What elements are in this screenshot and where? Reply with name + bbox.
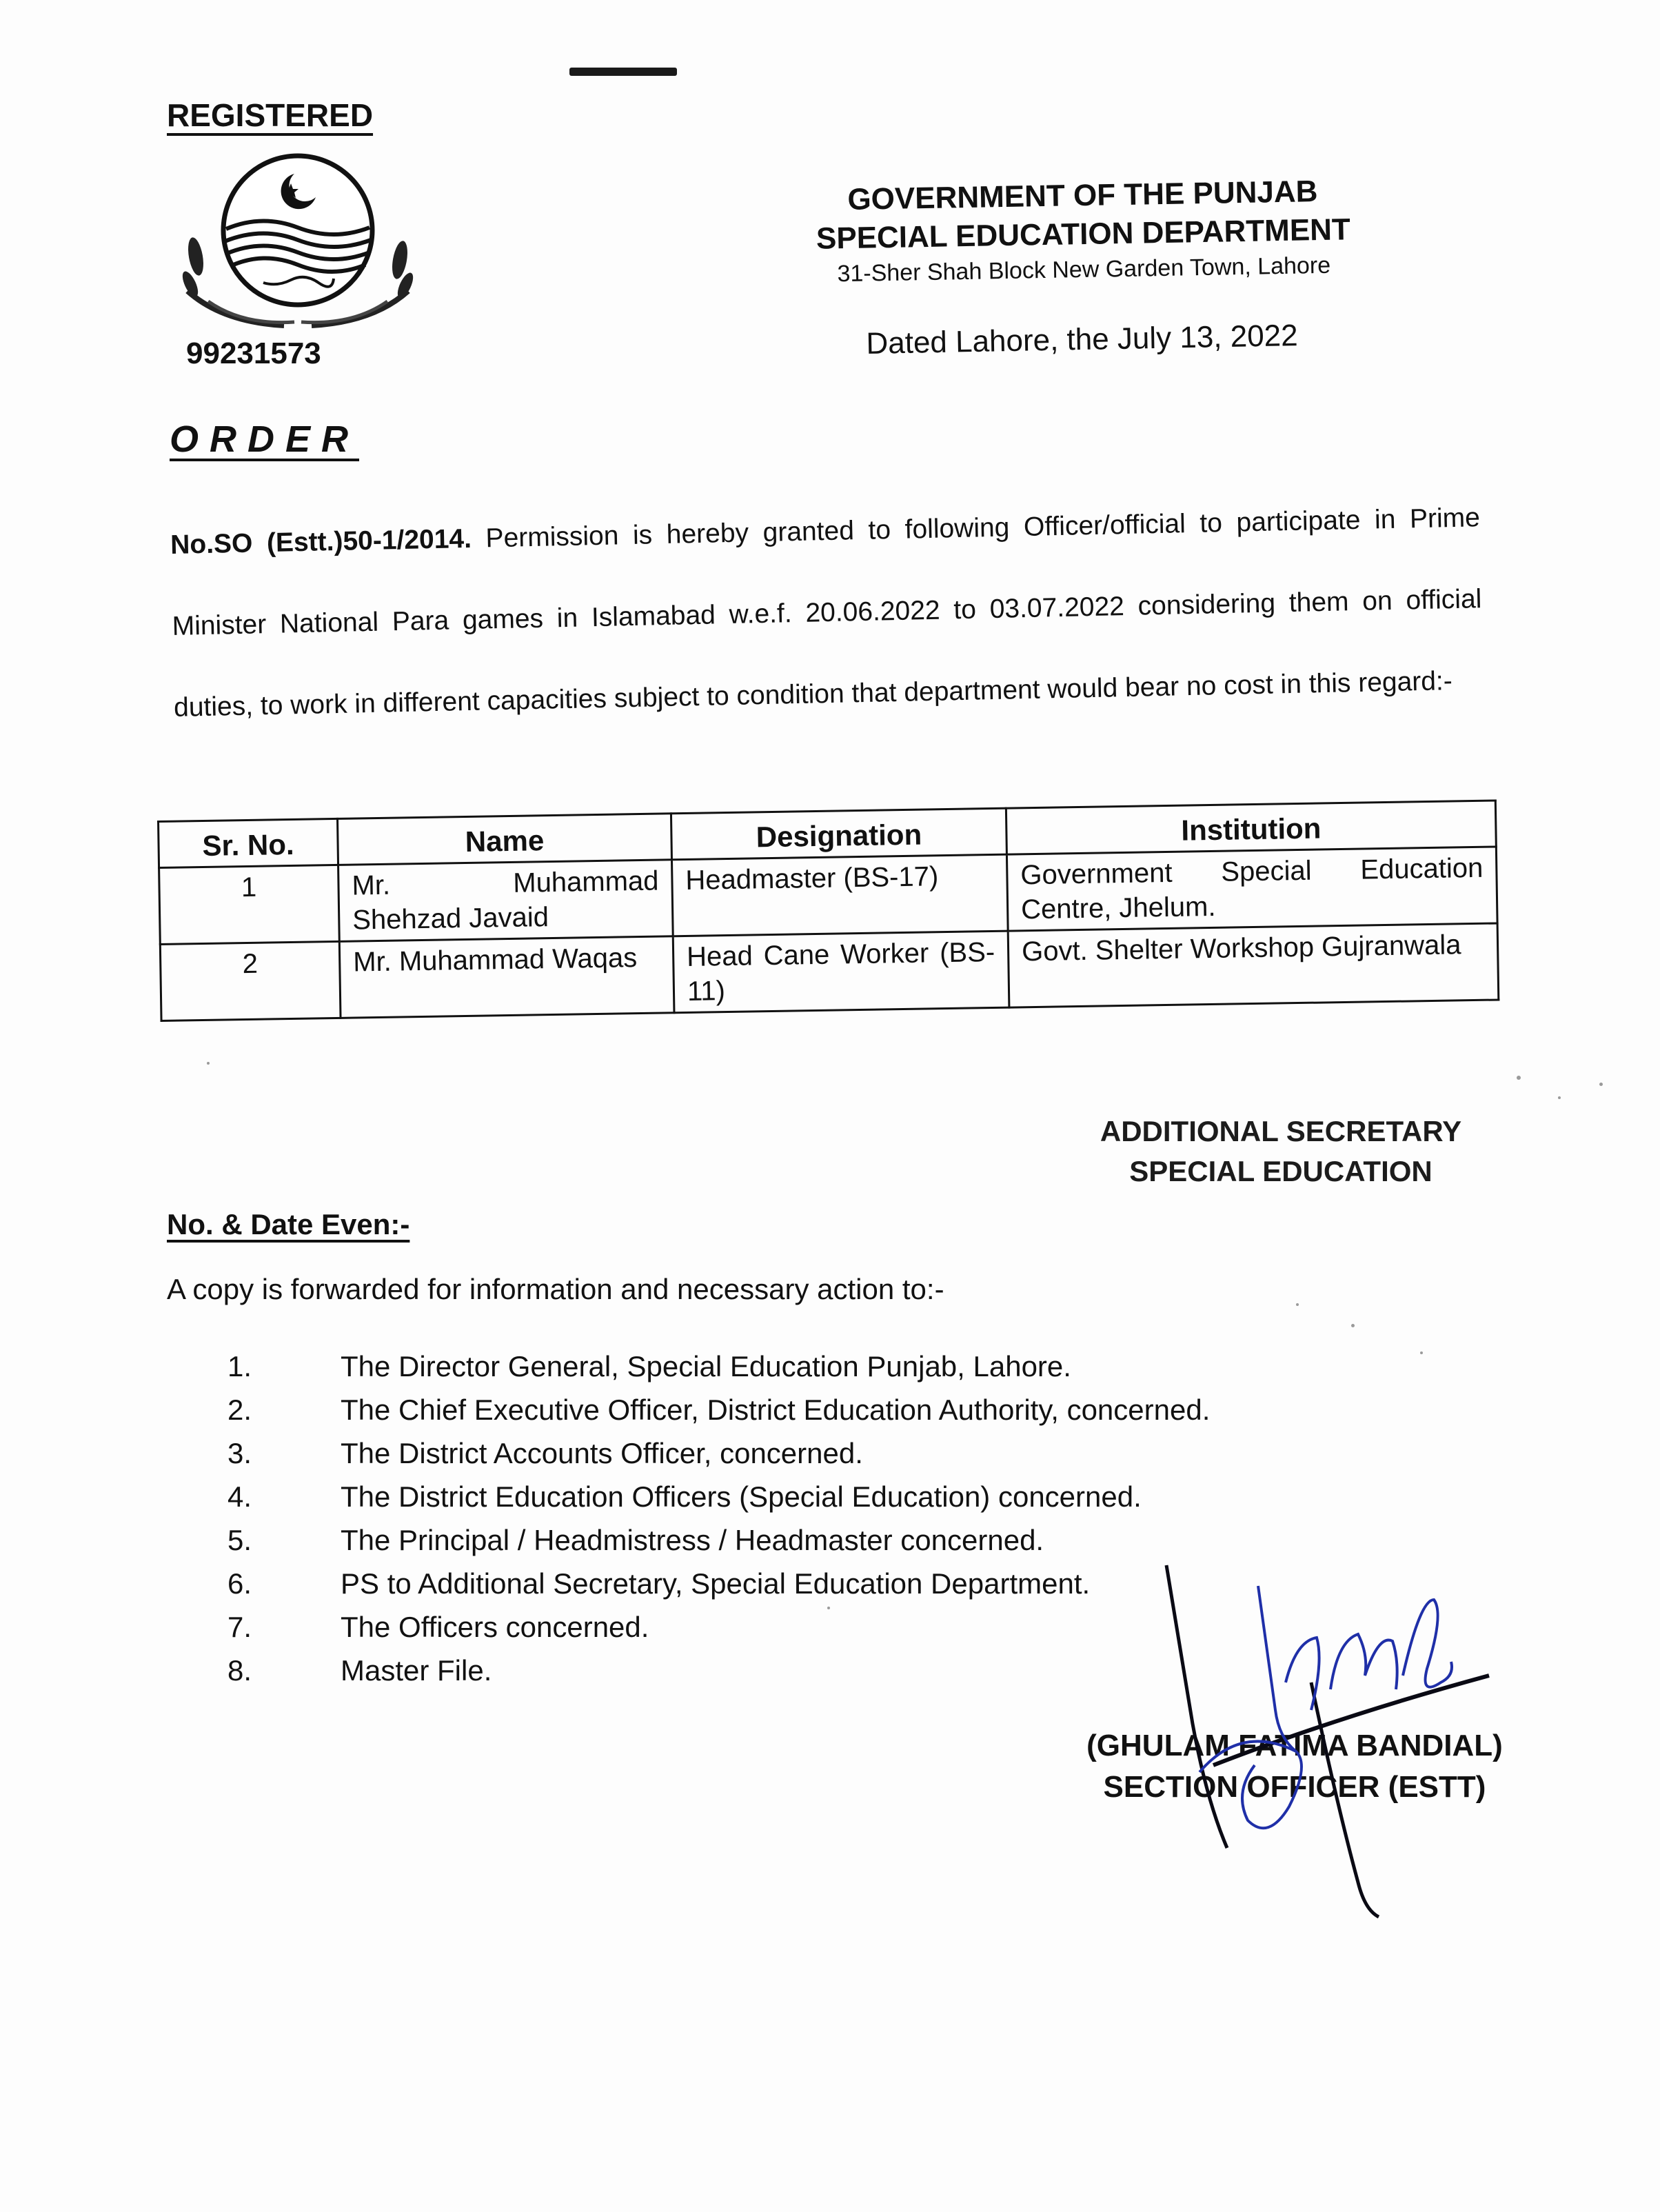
list-item [227, 1431, 1210, 1475]
issuing-authority [1095, 1112, 1467, 1192]
cell-designation: Head Cane Worker (BS-11) [673, 931, 1009, 1013]
list-item [227, 1649, 1210, 1692]
list-item-number: 2. [227, 1394, 252, 1426]
cell-sr-no: 2 [160, 941, 341, 1020]
signatory-name: (GHULAM FATIMA BANDIAL) [1086, 1729, 1503, 1762]
list-item-number: 6. [227, 1567, 252, 1600]
cell-name: Mr. Muhammad Waqas [339, 936, 674, 1018]
cell-name: Mr. Muhammad Shehzad Javaid [338, 860, 674, 942]
list-item [227, 1475, 1210, 1518]
scan-artifact [1517, 1076, 1521, 1080]
column-header-designation: Designation [671, 808, 1006, 860]
scan-artifact [1599, 1083, 1603, 1086]
list-item-text: Master File. [341, 1654, 492, 1687]
registration-number: 99231573 [186, 336, 321, 370]
list-item-number: 1. [227, 1350, 252, 1382]
list-item-text: The District Accounts Officer, concerned. [341, 1437, 863, 1469]
cell-designation: Headmaster (BS-17) [671, 854, 1008, 936]
officials-table [157, 799, 1499, 1021]
order-reference-number: No.SO (Estt.)50-1/2014. [170, 523, 472, 560]
list-item-text: The Director General, Special Education Punjab, Lahore. [341, 1350, 1071, 1382]
scan-artifact [827, 1607, 830, 1609]
copy-recipients-list [227, 1345, 1210, 1692]
list-item-number: 3. [227, 1437, 252, 1469]
issuing-authority-title: ADDITIONAL SECRETARY [1100, 1115, 1462, 1147]
list-item-text: The Principal / Headmistress / Headmaster concerned. [341, 1524, 1044, 1556]
letterhead [807, 171, 1360, 291]
list-item [227, 1605, 1210, 1649]
scan-mark [569, 68, 677, 76]
list-item-number: 8. [227, 1654, 252, 1687]
list-item-text: The District Education Officers (Special Education) concerned. [341, 1480, 1142, 1513]
cell-institution: Govt. Shelter Workshop Gujranwala [1008, 923, 1499, 1007]
scan-artifact [1420, 1351, 1423, 1354]
copy-section-heading: No. & Date Even:- [167, 1208, 410, 1240]
dated-line: Dated Lahore, the July 13, 2022 [866, 318, 1299, 361]
order-title: ORDER [170, 419, 360, 460]
letterhead-government: GOVERNMENT OF THE PUNJAB [847, 174, 1318, 217]
cell-institution: Government Special Education Centre, Jhelum. [1006, 847, 1497, 931]
list-item [227, 1518, 1210, 1562]
order-body-text: Permission is hereby granted to following Officer/official to participate in Prime Minister National Para games in Islamabad w.e.f. 20.06.2022 to 03.07.2022 considering them on official duties, to work in different capacities subject to condition that department would bear no cost in this regard:- [172, 503, 1482, 723]
scan-artifact [1558, 1096, 1561, 1099]
list-item [227, 1562, 1210, 1605]
column-header-sr-no: Sr. No. [159, 818, 338, 867]
list-item-text: The Chief Executive Officer, District Education Authority, concerned. [341, 1394, 1211, 1426]
cell-sr-no: 1 [159, 865, 340, 944]
handwritten-signature-icon [1131, 1558, 1558, 1931]
scan-artifact [1296, 1303, 1299, 1306]
list-item-number: 5. [227, 1524, 252, 1556]
list-item [227, 1345, 1210, 1388]
list-item [227, 1388, 1210, 1431]
list-item-text: PS to Additional Secretary, Special Education Department. [341, 1567, 1091, 1600]
copy-forward-intro: A copy is forwarded for information and necessary action to:- [167, 1273, 944, 1305]
column-header-institution: Institution [1006, 801, 1496, 854]
order-body [170, 477, 1484, 749]
scan-artifact [1351, 1324, 1355, 1327]
registered-label: REGISTERED [167, 97, 374, 133]
letterhead-department: SPECIAL EDUCATION DEPARTMENT [816, 212, 1351, 256]
signatory-title: SECTION OFFICER (ESTT) [1103, 1770, 1486, 1804]
letterhead-address: 31-Sher Shah Block New Garden Town, Lahore [837, 252, 1331, 288]
issuing-authority-wing: SPECIAL EDUCATION [1129, 1155, 1433, 1187]
list-item-number: 4. [227, 1480, 252, 1513]
list-item-text: The Officers concerned. [341, 1611, 649, 1643]
punjab-government-emblem-icon [181, 153, 415, 332]
list-item-number: 7. [227, 1611, 252, 1643]
scan-artifact [207, 1062, 210, 1065]
column-header-name: Name [337, 814, 671, 865]
officials-table-container [157, 800, 1497, 1022]
